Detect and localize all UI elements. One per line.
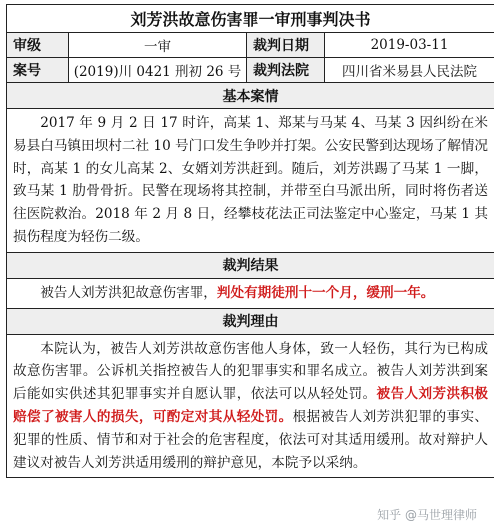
result-text [7, 278, 495, 308]
facts-heading: 基本案情 [7, 83, 495, 109]
court-value: 四川省米易县人民法院 [325, 58, 495, 83]
reason-text-highlight: 被告人刘芳洪积极赔偿了被害人的损失，可酌定对其从轻处罚。 [13, 386, 489, 425]
watermark: 知乎 @马世理律师 [374, 506, 480, 523]
reason-text-part1: 本院认为，被告人刘芳洪故意伤害他人身体，致一人轻伤，其行为已构成故意伤害罪。公诉机关指控被告人的犯罪事实和罪名成立。被告人刘芳洪到案后能如实供述其犯罪事实并自愿认罪，依法可以从轻处罚。 [13, 340, 489, 403]
facts-text: 2017 年 9 月 2 日 17 时许，高某 1、郑某与马某 4、马某 3 因纠纷在米易县白马镇田坝村二社 10 号门口发生争吵并打架。公安民警到达现场了解情况时，高某 1 的女儿高某 2、女婿刘芳洪赶到。随后，刘芳洪踢了马某 1 一脚，致马某 1 肋骨骨折。民警在现场将其控制，并带至白马派出所，同时将伤者送往医院救治。2018 年 2 月 8 日，经攀枝花法正司法鉴定中心鉴定，马某 1 其损伤程度为轻伤二级。 [7, 109, 495, 253]
document-title: 刘芳洪故意伤害罪一审刑事判决书 [7, 5, 495, 33]
court-label: 裁判法院 [247, 58, 325, 83]
case-number-label: 案号 [7, 58, 69, 83]
judgment-table [6, 4, 494, 478]
reason-text [7, 334, 495, 478]
date-label: 裁判日期 [247, 33, 325, 58]
level-value: 一审 [69, 33, 247, 58]
case-number-value: (2019)川 0421 刑初 26 号 [69, 58, 247, 83]
level-label: 审级 [7, 33, 69, 58]
reason-heading: 裁判理由 [7, 308, 495, 334]
reason-text-part2: 根据被告人刘芳洪犯罪的事实、犯罪的性质、情节和对于社会的危害程度，依法可对其适用缓刑。故对辩护人建议对被告人刘芳洪适用缓刑的辩护意见，本院予以采纳。 [13, 408, 489, 471]
judgment-document [6, 4, 494, 528]
result-heading: 裁判结果 [7, 252, 495, 278]
result-text-normal: 被告人刘芳洪犯故意伤害罪， [40, 284, 217, 301]
date-value: 2019-03-11 [325, 33, 495, 58]
result-text-sentence: 判处有期徒刑十一个月，缓刑一年。 [216, 284, 435, 301]
